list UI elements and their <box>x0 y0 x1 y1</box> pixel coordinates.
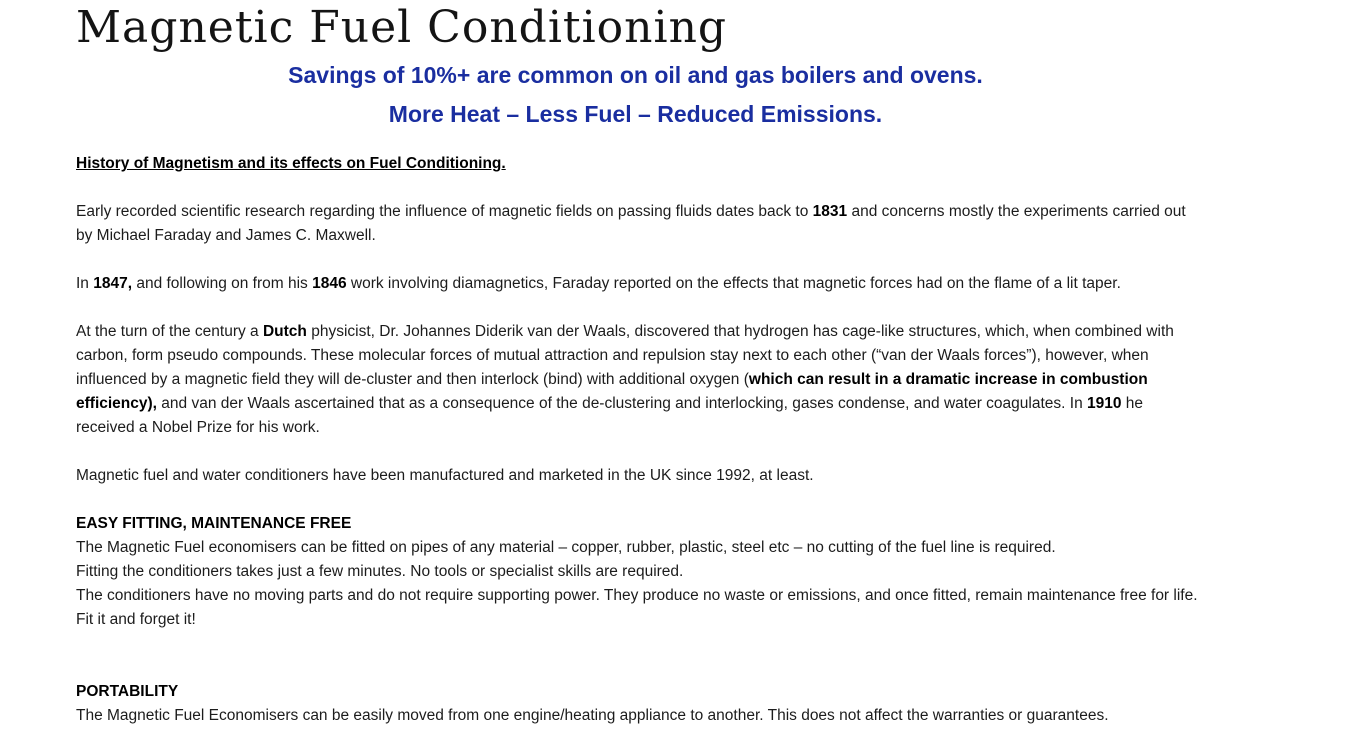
easy-fitting-section <box>76 512 1201 632</box>
spacer <box>76 656 1201 680</box>
portability-section <box>76 680 1201 728</box>
history-p1-text-a: Early recorded scientific research regarding the influence of magnetic fields on passing fluids dates back to <box>76 203 813 220</box>
history-p1-text-c: and concerns mostly the experiments carried out by Michael Faraday and James C. Maxwell. <box>76 203 1186 244</box>
easy-fitting-heading: EASY FITTING, MAINTENANCE FREE <box>76 515 352 532</box>
history-paragraph-2 <box>76 272 1201 296</box>
history-p2-year-2: 1846 <box>312 275 347 292</box>
portability-line-1: The Magnetic Fuel Economisers can be easily moved from one engine/heating appliance to another. This does not affect the warranties or guarantees. <box>76 707 1109 724</box>
history-p3-text-e: and van der Waals ascertained that as a consequence of the de-clustering and interlocking, gases condense, and water coagulates. In <box>156 395 1087 412</box>
history-p1-year: 1831 <box>812 203 848 220</box>
history-p2-year-1: 1847, <box>93 275 133 292</box>
history-paragraph-4: Magnetic fuel and water conditioners have been manufactured and marketed in the UK since 1992, at least. <box>76 467 814 484</box>
history-p3-emphasis: which can result in a dramatic increase in combustion efficiency), <box>76 371 1148 412</box>
history-p2-text-c: and following on from his <box>132 275 313 292</box>
easy-fitting-line-1: The Magnetic Fuel economisers can be fitted on pipes of any material – copper, rubber, plastic, steel etc – no cutting of the fuel line is required. <box>76 539 1056 556</box>
history-p3-year: 1910 <box>1087 395 1122 412</box>
easy-fitting-line-2: Fitting the conditioners takes just a few minutes. No tools or specialist skills are required. <box>76 563 684 580</box>
history-paragraph-1 <box>76 200 1201 248</box>
easy-fitting-line-3: The conditioners have no moving parts and do not require supporting power. They produce no waste or emissions, and once fitted, remain maintenance free for life. Fit it and forget it! <box>76 587 1198 628</box>
history-heading: History of Magnetism and its effects on Fuel Conditioning. <box>76 155 506 172</box>
benefits-tagline: More Heat – Less Fuel – Reduced Emissions. <box>388 101 883 127</box>
article-body <box>76 152 1201 752</box>
history-p2-text-e: work involving diamagnetics, Faraday reported on the effects that magnetic forces had on the flame of a lit taper. <box>346 275 1121 292</box>
history-p2-text-a: In <box>76 275 94 292</box>
page-title: Magnetic Fuel Conditioning <box>76 2 728 53</box>
history-paragraph-3 <box>76 320 1201 440</box>
history-p3-text-g: he received a Nobel Prize for his work. <box>76 395 1144 436</box>
history-p3-text-c: physicist, Dr. Johannes Diderik van der Waals, discovered that hydrogen has cage-like structures, which, when combined with carbon, form pseudo compounds. These molecular forces of mutual attraction and repulsion stay next to each other (“van der Waals forces”), however, when influenced by a magnetic field they will de-cluster and then interlock (bind) with additional oxygen ( <box>76 323 1174 388</box>
portability-heading: PORTABILITY <box>76 683 179 700</box>
history-p3-nationality: Dutch <box>262 323 307 340</box>
history-heading-paragraph <box>76 152 1201 176</box>
history-p3-text-a: At the turn of the century a <box>76 323 263 340</box>
savings-tagline: Savings of 10%+ are common on oil and gas boilers and ovens. <box>288 62 983 88</box>
